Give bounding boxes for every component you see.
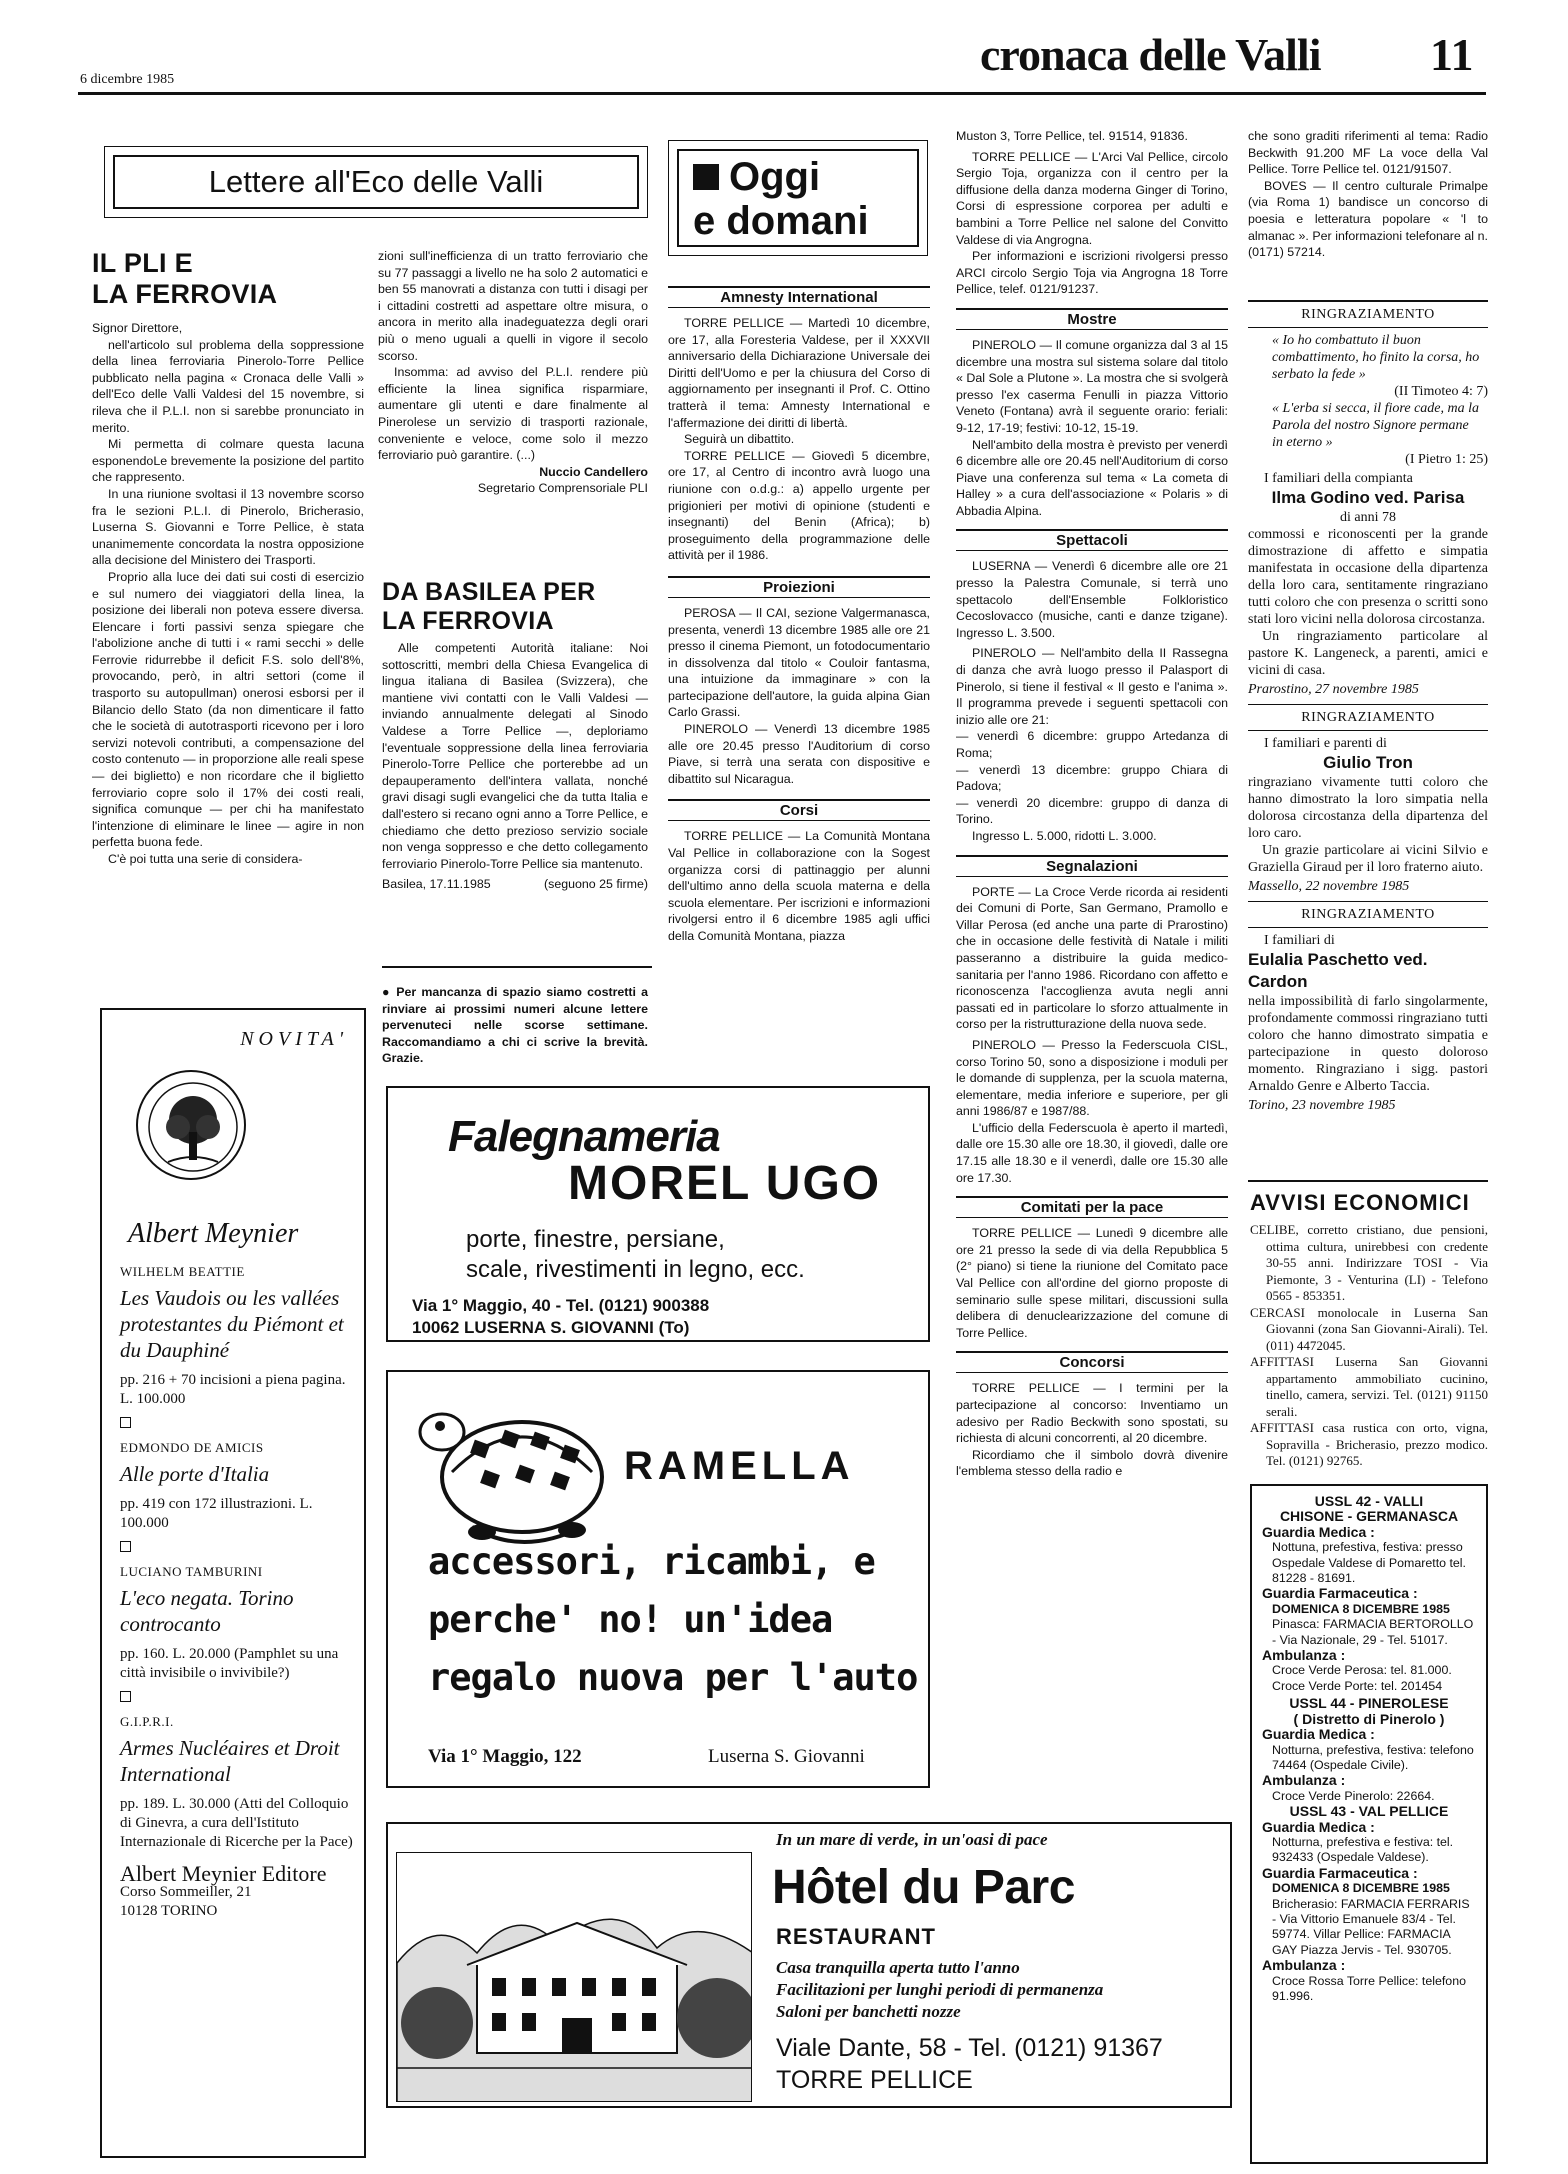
paragraph: TORRE PELLICE — La Comunità Montana Val Pellice in collaborazione con la Sogest organizza corsi di pattinaggio per alunni dell'ultimo anno della scuola materna e della scuola elementare. Per iscrizioni e informazioni rivolgersi entro il 6 dicembre 1985 agli uffici della Comunità Montana, piazza xyxy=(668,829,930,943)
guardia-box xyxy=(1250,1484,1488,2164)
book-author: LUCIANO TAMBURINI xyxy=(120,1564,263,1579)
ramella-town: Luserna S. Giovanni xyxy=(708,1746,865,1767)
paragraph: Per informazioni e iscrizioni rivolgersi presso ARCI circolo Sergio Toja via Angrogna 18 Torre Pellice, telef. 0121/91237. xyxy=(956,249,1228,297)
section-head-comitati: Comitati per la pace xyxy=(956,1196,1228,1218)
novita-label: NOVITA' xyxy=(240,1028,348,1050)
guardia-text: Notturna, prefestiva, festiva: telefono 74464 (Ospedale Civile). xyxy=(1272,1742,1474,1772)
ringraziamento-head: RINGRAZIAMENTO xyxy=(1301,307,1435,322)
falegnameria-name: MOREL UGO xyxy=(568,1157,882,1210)
deceased-age: di anni 78 xyxy=(1340,510,1396,525)
thanks-place: Torino, 23 novembre 1985 xyxy=(1248,1098,1396,1113)
olive-tree-icon xyxy=(138,1072,246,1180)
ussl-title: CHISONE - GERMANASCA xyxy=(1279,1508,1459,1525)
book-title: Armes Nucléaires et Droit International xyxy=(120,1736,340,1786)
paragraph: — venerdì 20 dicembre: gruppo di danza di Torino. xyxy=(956,795,1228,827)
avviso-item: CELIBE, corretto cristiano, due pensioni, ottima cultura, unirebbesi con credente 30-55 anni. Indirizzare TOSI - Via Piemonte, 3 - Venturina (LI) - Telefono 0565 - 853351. xyxy=(1250,1222,1488,1303)
paragraph: PORTE — La Croce Verde ricorda ai residenti dei Comuni di Porte, San Germano, Pramollo e Villar Perosa (ed anche una parte di Prarostino) che in occasione delle festività di Natale i militi passeranno a distribuire la guida medico-sanitaria per l'anno 1986. Ricordano con affetto e riconoscenza l'accoglienza avuta negli anni passati ed in particolare lo sforzo attualmente in corso per la ristrutturazione della nuova sede. xyxy=(956,884,1228,1032)
hotel-feature: Saloni per banchetti nozze xyxy=(776,2002,961,2021)
hotel-feature: Casa tranquilla aperta tutto l'anno xyxy=(776,1958,1020,1977)
notice-rule xyxy=(382,966,652,968)
avviso-item: AFFITTASI Luserna San Giovanni appartamento ammobiliato cucinino, tinello, camera, servizi. Tel. (0121) 91150 serali. xyxy=(1250,1354,1488,1419)
verse-ref: (I Pietro 1: 25) xyxy=(1405,452,1488,467)
hotel-illustration xyxy=(396,1852,752,2102)
checkbox-icon xyxy=(120,1691,131,1702)
paragraph: BOVES — Il centro culturale Primalpe (via Roma 1) bandisce un concorso di poesia e letteratura popolare « 'l to almanac ». Per informazioni telefonare al n. (0171) 57214. xyxy=(1248,178,1488,260)
deceased-name: Eulalia Paschetto ved. Cardon xyxy=(1248,950,1428,991)
section-head-proiezioni: Proiezioni xyxy=(668,576,930,598)
deceased-name: Giulio Tron xyxy=(1323,753,1413,772)
paragraph: TORRE PELLICE — Giovedì 5 dicembre, ore 17, al Centro di incontro avrà luogo una riunione con o.d.g.: a) appello urgente per prigionieri per motivi di opinione (studenti e insegnanti) del Benin (Africa); b) proseguimento della programmazione delle attività per il 1986. xyxy=(668,448,930,563)
publisher-city: 10128 TORINO xyxy=(120,1903,218,1919)
guardia-medica-label: Guardia Medica : xyxy=(1262,1523,1375,1540)
page-date: 6 dicembre 1985 xyxy=(80,72,175,87)
checkbox-icon xyxy=(120,1541,131,1552)
hotel-building-icon xyxy=(397,1853,752,2102)
lettere-banner xyxy=(104,146,648,218)
paragraph: TORRE PELLICE — L'Arci Val Pellice, circolo Sergio Toja, organizza con il centro per la diffusione della danza moderna Ginger di Torino, Corsi di espressione corporea per adulti e bambini a Torre Pellice nel salone del Convitto Valdese di via Angrogna. xyxy=(956,149,1228,247)
paragraph: Insomma: ad avviso del P.L.I. rendere più efficiente la linea significa risparmiare, aumentare gli utenti e dare finalmente al Pinerolese un servizio di trasporti razionale, conveniente e veloce, come solo il mezzo ferroviario può garantire. (...) xyxy=(378,365,648,463)
paragraph: L'ufficio della Federscuola è aperto il martedì, dalle ore 15.30 alle ore 18.30, il giovedì, dalle ore 17.15 alle 18.30 e il venerdì, dalle ore 15.30 alle ore 17.30. xyxy=(956,1120,1228,1185)
verse: « L'erba si secca, il fiore cade, ma la Parola del nostro Signore permane in eterno » xyxy=(1272,401,1479,450)
guardia-text: Croce Rossa Torre Pellice: telefono 91.996. xyxy=(1272,1973,1466,2003)
paragraph: PINEROLO — Il comune organizza dal 3 al 15 dicembre una mostra sul sistema solare dal titolo « Dal Sole a Plutone ». La mostra che si svolgerà presso l'ex caserma Fenulli in piazza Vittorio Veneto (Fontana) avrà il seguente orario: feriali: 9-12, 17-19; festivi: 10-12, 15-19. xyxy=(956,337,1228,435)
oggi-col1 xyxy=(668,280,930,945)
pli-body-col1 xyxy=(92,320,364,868)
deceased-name: Ilma Godino ved. Parisa xyxy=(1271,488,1465,507)
paragraph: PINEROLO — Venerdì 13 dicembre 1985 alle ore 20.45 presso l'Auditorium di corso Piave, si terrà una serata con dispositive e dibattito sul Nicaragua. xyxy=(668,722,930,786)
falegnameria-desc: scale, rivestimenti in legno, ecc. xyxy=(466,1256,805,1283)
hotel-restaurant: RESTAURANT xyxy=(776,1924,936,1949)
basilea-headline-line1: DA BASILEA PER xyxy=(382,578,596,606)
ussl-title: USSL 43 - VAL PELLICE xyxy=(1289,1803,1449,1820)
paragraph: che sono graditi riferimenti al tema: Radio Beckwith 91.200 MF La voce della Val Pellice. Torre Pellice tel. 0121/91507. xyxy=(1248,129,1488,177)
paragraph: — venerdì 13 dicembre: gruppo Chiara di Padova; xyxy=(956,762,1228,794)
ringraziamenti xyxy=(1248,300,1488,1114)
ambulanza-label: Ambulanza : xyxy=(1262,1957,1346,1974)
lettere-banner-title: Lettere all'Eco delle Valli xyxy=(208,164,544,199)
book-title: L'eco negata. Torino controcanto xyxy=(120,1586,294,1636)
hotel-tagline: In un mare di verde, in un'oasi di pace xyxy=(776,1830,1048,1849)
paragraph: In una riunione svoltasi il 13 novembre scorso fra le sezioni P.L.I. di Pinerolo, Bricherasio, Luserna S. Giovanni e Torre Pellice, è stata unanimemente concordata la nostra opposizione alla decisione del Ministero dei Trasporti. xyxy=(92,486,364,568)
ussl-title: ( Distretto di Pinerolo ) xyxy=(1293,1710,1445,1727)
guardia-farmaceutica-label: Guardia Farmaceutica : xyxy=(1262,1864,1418,1881)
pli-headline-line2: LA FERROVIA xyxy=(92,279,278,309)
pli-headline xyxy=(92,248,352,310)
guardia-date: DOMENICA 8 DICEMBRE 1985 xyxy=(1272,1601,1450,1616)
basilea-headline xyxy=(382,578,652,636)
oggi-banner xyxy=(668,140,928,256)
family-intro: I familiari della compianta xyxy=(1264,471,1413,486)
book-author: G.I.P.R.I. xyxy=(120,1714,174,1729)
family-intro: I familiari di xyxy=(1264,933,1335,948)
section-head-corsi: Corsi xyxy=(668,799,930,821)
ringraziamento-head: RINGRAZIAMENTO xyxy=(1301,907,1435,922)
paragraph: LUSERNA — Venerdì 6 dicembre alle ore 21 presso la Palestra Comunale, si terrà uno spettacolo dell'Ensemble Folkloristico Cecoslovacco (musiche, canti e danze tzigane). Ingresso L. 3.500. xyxy=(956,559,1228,640)
guardia-medica-label: Guardia Medica : xyxy=(1262,1818,1375,1835)
basilea-body xyxy=(382,640,648,893)
paragraph: Seguirà un dibattito. xyxy=(684,432,795,447)
book-title: Alle porte d'Italia xyxy=(120,1462,270,1486)
section-head-segnalazioni: Segnalazioni xyxy=(956,855,1228,877)
publisher: Albert Meynier Editore xyxy=(120,1861,327,1886)
paragraph: Mi permetta di colmare questa lacuna esponendoLe brevemente la posizione del partito che rappresento. xyxy=(92,437,364,485)
pli-signature: Nuccio Candellero xyxy=(539,464,648,479)
guardia-text: Nottuna, prefestiva, festiva: presso Ospedale Valdese di Pomaretto tel. 81228 - 81691. xyxy=(1272,1540,1467,1586)
publisher-address: Corso Sommeiller, 21 xyxy=(120,1884,252,1900)
basilea-note: (seguono 25 firme) xyxy=(544,877,648,892)
guardia-medica-label: Guardia Medica : xyxy=(1262,1726,1375,1743)
ramella-line: perche' no! un'idea xyxy=(428,1598,833,1641)
basilea-date: Basilea, 17.11.1985 xyxy=(382,877,491,892)
pli-body-col2 xyxy=(378,248,648,497)
ramella-line: accessori, ricambi, e xyxy=(428,1540,875,1583)
book-info: pp. 160. L. 20.000 (Pamphlet su una città invisibile o invivibile?) xyxy=(120,1646,339,1681)
avviso-item: CERCASI monolocale in Luserna San Giovanni (zona San Giovanni-Airali). Tel. (011) 4472045. xyxy=(1250,1304,1488,1353)
guardia-date: DOMENICA 8 DICEMBRE 1985 xyxy=(1272,1881,1450,1896)
paragraph: nell'articolo sul problema della soppressione della linea ferroviaria Pinerolo-Torre Pellice pubblicato nella pagina « Cronaca delle Valli » dell'Eco delle Valli Valdesi del 15 novembre, si rileva che il P.L.I. non si sarebbe pronunciato in merito. xyxy=(92,337,364,435)
paragraph: TORRE PELLICE — Lunedì 9 dicembre alle ore 21 presso la sede di via della Repubblica 5 (2° piano) si tiene la riunione del Comitato pace Val Pellice con all'ordine del giorno proposte di seminario sulle spese militari, discussioni sulla delibera di denuclearizzazione del comune di Torre Pellice. xyxy=(956,1226,1228,1340)
thanks-body: Un ringraziamento particolare al pastore K. Langeneck, a parenti, amici e vicini di casa. xyxy=(1248,629,1488,678)
avvisi-title: AVVISI ECONOMICI xyxy=(1250,1190,1470,1215)
avvisi-list xyxy=(1250,1222,1488,1470)
guardia-text: Pinasca: FARMACIA BERTOROLLO - Via Nazionale, 29 - Tel. 51017. xyxy=(1272,1617,1474,1647)
hotel-town: TORRE PELLICE xyxy=(776,2066,973,2094)
checkbox-icon xyxy=(120,1417,131,1428)
header-rule xyxy=(78,92,1486,95)
paragraph: Signor Direttore, xyxy=(92,321,183,335)
avviso-item: AFFITTASI casa rustica con orto, vigna, Sopravilla - Bricherasio, prezzo modico. Tel. (0121) 92765. xyxy=(1250,1420,1488,1468)
page-number: 11 xyxy=(1430,29,1474,80)
paragraph: Proprio alla luce dei dati sui costi di esercizio e sul numero dei viaggiatori della linea, la posizione dei liberali non poteva essere diversa. Elencare i forti passivi senza spiegare che l'abolizione anche di tutti i « rami secchi » delle Ferrovie ridurrebbe il deficit F.S. solo dell'8%, provocando, però, in altri settori (come il trasporto su autopullman) onerosi esborsi per il Bilancio dello Stato (da non dimenticare il fatto che le società di autotrasporti ricevono per i loro servizi notevoli contributi, a compensazione del costo contenuto — in proporzione alle reali spese — dei biglietto) e non ricordare che il biglietto ferroviario copre solo il 17% dei costi reali, significa comunque — per chi ha manifestato l'intenzione di eliminare le linee — agire in non perfetta buona fede. xyxy=(92,569,364,850)
thanks-body: ringraziano vivamente tutti coloro che hanno dimostrato la loro simpatia nella dolorosa circostanza della dipartenza del loro caro. xyxy=(1248,775,1488,841)
ambulanza-label: Ambulanza : xyxy=(1262,1772,1346,1789)
hotel-name: Hôtel du Parc xyxy=(772,1861,1075,1914)
paragraph: PINEROLO — Presso la Federscuola CISL, corso Torino 50, sono a disposizione i moduli per le domande di supplenza, per la scuola materna, elementare, media inferiore e superiore, per gli anni 1986/87 e 1987/88. xyxy=(956,1037,1228,1119)
book-author: WILHELM BEATTIE xyxy=(120,1264,245,1279)
ramella-ad xyxy=(386,1370,930,1788)
olive-tree-logo xyxy=(136,1070,246,1180)
ramella-name: RAMELLA xyxy=(624,1444,855,1488)
book-info: pp. 189. L. 30.000 (Atti del Colloquio di Ginevra, a cura dell'Istituto Internazionale di Ricerche per la Pace) xyxy=(120,1796,353,1850)
bullet-icon: ● xyxy=(382,985,397,999)
book-info: pp. 216 + 70 incisioni a piena pagina. L. 100.000 xyxy=(120,1372,346,1407)
ringraziamento-head: RINGRAZIAMENTO xyxy=(1301,710,1435,725)
basilea-headline-line2: LA FERROVIA xyxy=(382,607,554,635)
hotel-ad xyxy=(386,1822,1232,2108)
meynier-ad xyxy=(100,1008,366,2158)
ussl-title: USSL 42 - VALLI xyxy=(1314,1493,1424,1509)
paragraph: C'è poi tutta una serie di considera- xyxy=(108,852,303,866)
verse: « Io ho combattuto il buon combattimento, ho finito la corsa, ho serbato la fede » xyxy=(1272,333,1480,382)
book-author: EDMONDO DE AMICIS xyxy=(120,1440,264,1455)
ramella-line: regalo nuova per l'auto xyxy=(428,1656,918,1699)
oggi-banner-line2: e domani xyxy=(693,199,869,243)
family-intro: I familiari e parenti di xyxy=(1264,736,1387,751)
paragraph: TORRE PELLICE — I termini per la partecipazione al concorso: Inventiamo un adesivo per Radio Beckwith sono spostati, su richiesta di alcuni concorrenti, al 20 dicembre. xyxy=(956,1381,1228,1446)
falegnameria-city: 10062 LUSERNA S. GIOVANNI (To) xyxy=(412,1318,690,1337)
hotel-address: Viale Dante, 58 - Tel. (0121) 91367 xyxy=(776,2034,1163,2062)
oggi-col2 xyxy=(956,128,1228,1480)
paragraph: Muston 3, Torre Pellice, tel. 91514, 91836. xyxy=(956,129,1188,143)
square-bullet-icon xyxy=(693,164,719,190)
falegnameria-desc: porte, finestre, persiane, xyxy=(466,1226,725,1253)
ambulanza-label: Ambulanza : xyxy=(1262,1647,1346,1664)
falegnameria-title: Falegnameria xyxy=(448,1112,720,1161)
book-info: pp. 419 con 172 illustrazioni. L. 100.000 xyxy=(120,1496,313,1531)
section-head-amnesty: Amnesty International xyxy=(668,286,930,308)
paragraph: Nell'ambito della mostra è previsto per venerdì 6 dicembre alle ore 20.45 nell'Auditorium di corso Piave una conferenza sul tema « La cometa di Halley » a cura dell'associazione « Polaris » di Abbadia Alpina. xyxy=(956,437,1228,518)
guardia-text: Croce Verde Perosa: tel. 81.000. Croce Verde Porte: tel. 201454 xyxy=(1272,1663,1452,1693)
hotel-feature: Facilitazioni per lunghi periodi di permanenza xyxy=(776,1980,1104,1999)
notice-text: Per mancanza di spazio siamo costretti a rinviare ai prossimi numeri alcune lettere pervenuteci nelle scorse settimane. Raccomandiamo a chi ci scrive la brevità. Grazie. xyxy=(382,985,649,1066)
paragraph: PINEROLO — Nell'ambito della II Rassegna di danza che avrà luogo presso il Palasport di Pinerolo, si tiene il festival « Il gesto e l'anima ». Il programma prevede i seguenti spettacoli con inizio alle ore 21: xyxy=(956,646,1228,727)
meynier-signature: Albert Meynier xyxy=(128,1218,299,1249)
paragraph: zioni sull'inefficienza di un tratto ferroviario che su 77 passaggi a livello ne ha solo 2 automatici e ben 55 manovrati a distanza con tutti i disagi per i cittadini costretti ad aspettare oltre misura, o ancora in merito alla inadeguatezza degli orari più o meno uguali a quelli in vigore il secolo scorso. xyxy=(378,249,648,363)
paragraph: TORRE PELLICE — Martedì 10 dicembre, ore 17, alla Foresteria Valdese, per il XXXVII anniversario della Dichiarazione Universale dei Diritti dell'Uomo e per la chiusura del Corso di aggiornamento per insegnanti il Prof. C. Ottino tratterà il tema: Amnesty International e l'affermazione dei diritti di libertà. xyxy=(668,316,930,430)
paragraph: Alle competenti Autorità italiane: Noi sottoscritti, membri della Chiesa Evangelica di lingua italiana di Basilea (Svizzera), che mantiene vivi contatti con le Valli Valdesi — inviando annualmente delegati al Sinodo Valdese a Torre Pellice —, deploriamo l'eventuale soppressione della linea ferroviaria Pinerolo-Torre Pellice che porterebbe ad un depauperamento dell'intera vallata, nonché gravi disagi sugli evangelici che da tutta Italia e dall'estero si recano ogni anno a Torre Pellice, e chiediamo che detto prezioso servizio sociale non venga soppresso e che detto collegamento ferroviario Pinerolo-Torre Pellice sia mantenuto. xyxy=(382,641,648,871)
paragraph: PEROSA — Il CAI, sezione Valgermanasca, presenta, venerdì 13 dicembre 1985 alle ore 21 presso il cinema Piemont, un fotodocumentario in dissolvenza dal titolo « Couloir fantasma, una intuizione da immaginare » con la partecipazione dell'autore, la guida alpina Gian Carlo Grassi. xyxy=(668,605,930,720)
oggi-banner-line1: Oggi xyxy=(729,155,821,199)
thanks-body: nella impossibilità di farlo singolarmente, profondamente commossi ringraziano tutti coloro che hanno dimostrato simpatia e partecipazione in questo doloroso momento. Ringraziano i sigg. pastori Arnaldo Genre e Alberto Taccia. xyxy=(1248,994,1488,1094)
thanks-body: Un grazie particolare ai vicini Silvio e Graziella Giraud per il loro fraterno aiuto. xyxy=(1248,843,1488,875)
avvisi-rule xyxy=(1248,1180,1488,1182)
ramella-address: Via 1° Maggio, 122 xyxy=(428,1746,582,1767)
guardia-text: Notturna, prefestiva e festiva: tel. 932433 (Ospedale Valdese). xyxy=(1272,1834,1454,1865)
section-head-mostre: Mostre xyxy=(956,308,1228,330)
ussl-title: USSL 44 - PINEROLESE xyxy=(1289,1695,1449,1712)
notice xyxy=(382,984,648,1067)
verse-ref: (II Timoteo 4: 7) xyxy=(1394,384,1488,399)
thanks-place: Massello, 22 novembre 1985 xyxy=(1248,879,1410,894)
thanks-body: commossi e riconoscenti per la grande dimostrazione di affetto e simpatia manifestata in occasione della dipartenza della loro cara, sentitamente ringraziano tutti coloro che con presenza o scritti sono stati loro vicini nella dolorosa circostanza. xyxy=(1248,527,1488,627)
paragraph: Ricordiamo che il simbolo dovrà divenire l'emblema stesso della radio e xyxy=(956,1447,1228,1479)
masthead: cronaca delle Valli xyxy=(980,29,1321,80)
guardia-text: Bricherasio: FARMACIA FERRARIS - Via Vittorio Emanuele 83/4 - Tel. 59774. Villar Pellice: FARMACIA GAY Piazza Jervis - Tel. 930705. xyxy=(1272,1896,1470,1957)
col3-top xyxy=(1248,128,1488,261)
guardia-farmaceutica-label: Guardia Farmaceutica : xyxy=(1262,1585,1418,1602)
pli-headline-line1: IL PLI E xyxy=(92,248,193,278)
section-head-spettacoli: Spettacoli xyxy=(956,529,1228,551)
pli-signature-role: Segretario Comprensoriale PLI xyxy=(477,481,648,496)
guardia-text: Croce Verde Pinerolo: 22664. xyxy=(1272,1788,1435,1803)
paragraph: Ingresso L. 5.000, ridotti L. 3.000. xyxy=(972,828,1157,843)
book-title: Les Vaudois ou les vallées protestantes du Piémont et du Dauphiné xyxy=(120,1286,344,1362)
falegnameria-address: Via 1° Maggio, 40 - Tel. (0121) 900388 xyxy=(412,1296,710,1315)
section-head-concorsi: Concorsi xyxy=(956,1351,1228,1373)
thanks-place: Prarostino, 27 novembre 1985 xyxy=(1248,682,1419,697)
falegnameria-ad xyxy=(386,1086,930,1342)
paragraph: — venerdì 6 dicembre: gruppo Artedanza di Roma; xyxy=(956,729,1228,760)
